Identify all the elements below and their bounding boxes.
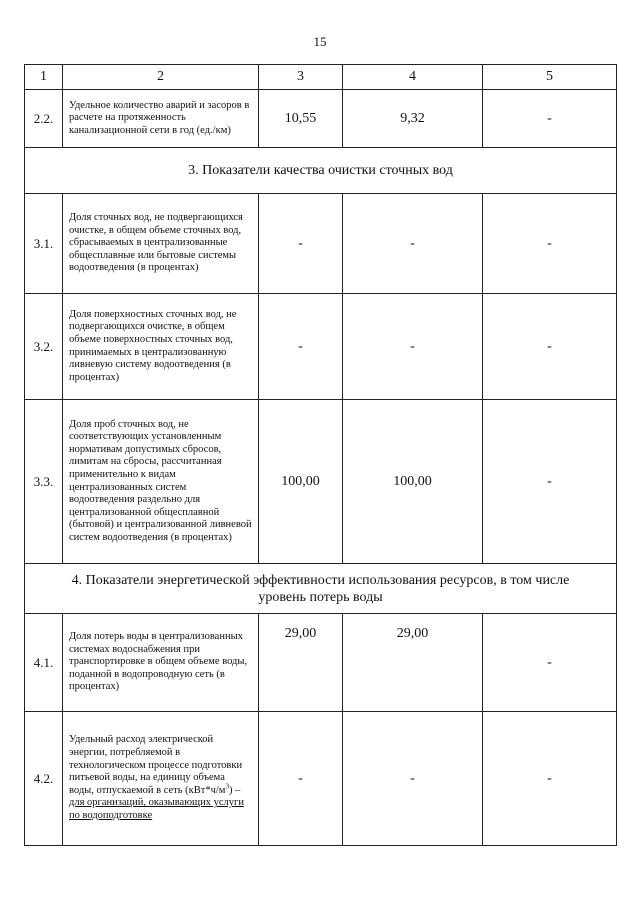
- value-col-4: 100,00: [343, 400, 483, 564]
- header-col-2: 2: [63, 65, 259, 90]
- value-col-4: 29,00: [343, 614, 483, 712]
- row-description: Доля потерь воды в централизованных системах водоснабжения при транспортировке в общем объеме воды, поданной в водопроводную сеть (в процентах): [63, 614, 259, 712]
- row-description: Удельное количество аварий и засоров в расчете на протяженность канализационной сети в год (ед./км): [63, 90, 259, 148]
- table-row-3-2: [25, 294, 617, 400]
- value-col-4: 9,32: [343, 90, 483, 148]
- row-number: 4.2.: [25, 712, 63, 846]
- row-description: Доля сточных вод, не подвергающихся очистке, в общем объеме сточных вод, сбрасываемых в централизованные общесплавные или бытовые системы водоотведения (в процентах): [63, 194, 259, 294]
- value-col-3: -: [259, 294, 343, 400]
- value-col-5: -: [483, 712, 617, 846]
- table-row-4-2: [25, 712, 617, 846]
- value-col-3: 100,00: [259, 400, 343, 564]
- row-description: [63, 712, 259, 846]
- header-col-5: 5: [483, 65, 617, 90]
- value-col-4: -: [343, 194, 483, 294]
- section-4-row: [25, 564, 617, 614]
- value-col-5: -: [483, 194, 617, 294]
- header-col-3: 3: [259, 65, 343, 90]
- superscript-exponent: 3: [225, 782, 229, 791]
- value-col-3: 10,55: [259, 90, 343, 148]
- table-row-3-3: [25, 400, 617, 564]
- value-col-5: -: [483, 90, 617, 148]
- row-number: 2.2.: [25, 90, 63, 148]
- value-col-5: -: [483, 294, 617, 400]
- description-after: ) –: [228, 784, 241, 796]
- section-3-title: 3. Показатели качества очистки сточных вод: [25, 148, 617, 194]
- row-number: 4.1.: [25, 614, 63, 712]
- header-col-1: 1: [25, 65, 63, 90]
- section-3-row: [25, 148, 617, 194]
- description-underlined: для организаций, оказывающих услуги по водоподготовке: [69, 797, 244, 821]
- header-col-4: 4: [343, 65, 483, 90]
- row-number: 3.2.: [25, 294, 63, 400]
- section-4-title: 4. Показатели энергетической эффективности использования ресурсов, в том числе уровень потерь воды: [25, 564, 617, 614]
- table-row-2-2: [25, 90, 617, 148]
- value-col-3: -: [259, 712, 343, 846]
- value-col-4: -: [343, 712, 483, 846]
- value-col-5: -: [483, 400, 617, 564]
- value-col-3: -: [259, 194, 343, 294]
- indicators-table: [24, 64, 617, 846]
- value-col-4: -: [343, 294, 483, 400]
- table-row-3-1: [25, 194, 617, 294]
- value-col-3: 29,00: [259, 614, 343, 712]
- table-row-4-1: [25, 614, 617, 712]
- value-col-5: -: [483, 614, 617, 712]
- row-description: Доля проб сточных вод, не соответствующих установленным нормативам допустимых сбросов, лимитам на сбросы, рассчитанная применительно к видам централизованных систем водоотведения раздельно для централизованной общесплавной (бытовой) и централизованной ливневой систем водоотведения (в процентах): [63, 400, 259, 564]
- description-main: Удельный расход электрической энергии, потребляемой в технологическом процессе подготовки питьевой воды, на единицу объема воды, отпускаемой в сеть (кВт*ч/м: [69, 734, 243, 796]
- header-row: [25, 65, 617, 90]
- row-description: Доля поверхностных сточных вод, не подвергающихся очистке, в общем объеме поверхностных сточных вод, принимаемых в централизованную ливневую систему водоотведения (в процентах): [63, 294, 259, 400]
- row-number: 3.3.: [25, 400, 63, 564]
- row-number: 3.1.: [25, 194, 63, 294]
- page-number: 15: [313, 34, 327, 49]
